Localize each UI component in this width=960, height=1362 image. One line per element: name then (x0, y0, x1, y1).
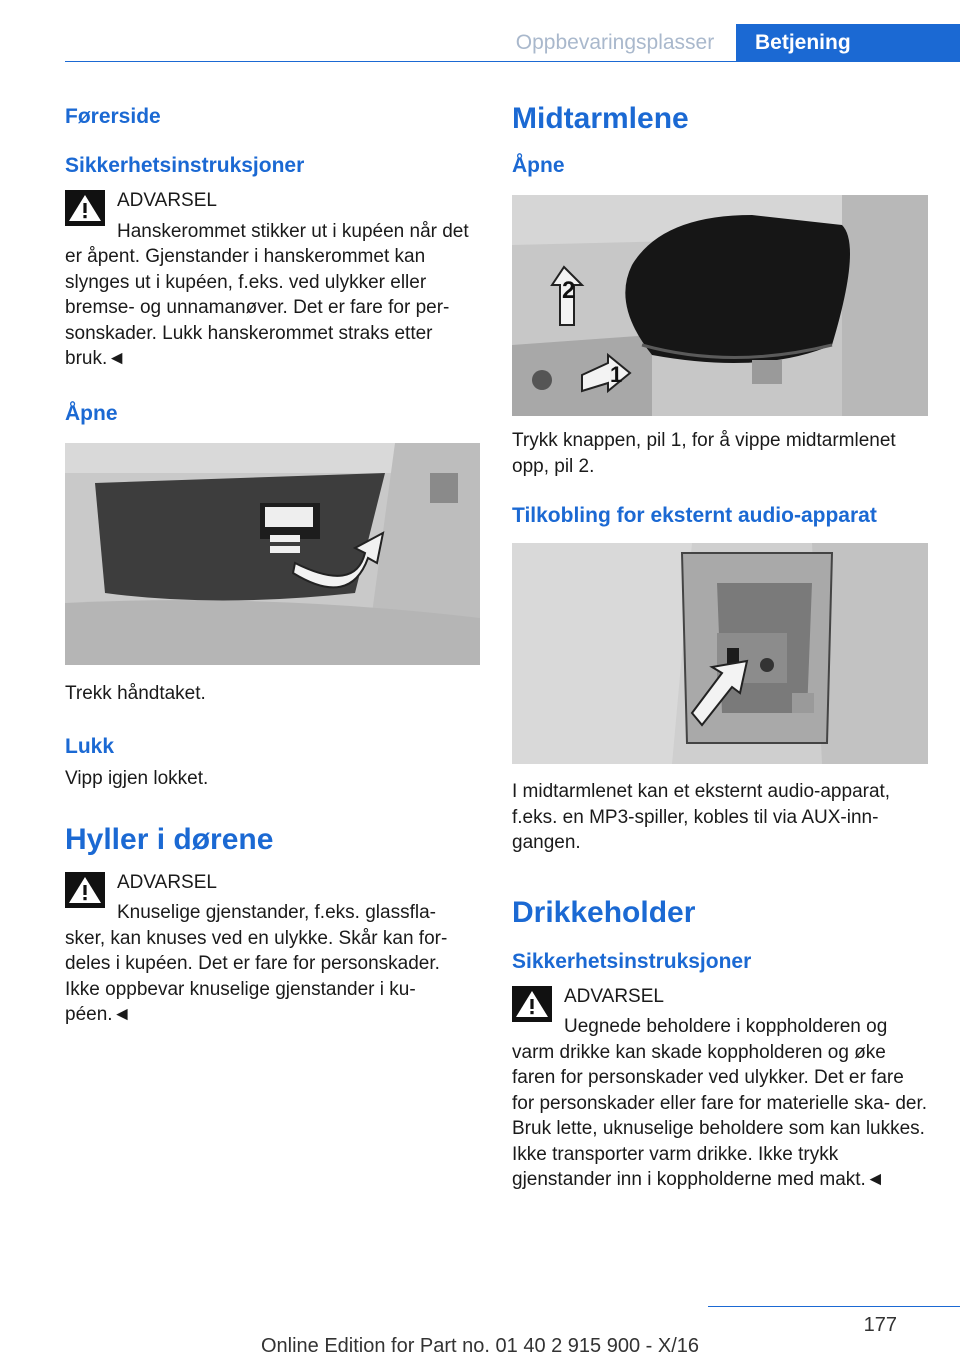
right-column (512, 95, 928, 1193)
header-rule (65, 61, 960, 62)
arrow-label-2: 2 (562, 277, 576, 304)
armrest-illustration (512, 195, 928, 416)
warning-triangle-icon (65, 190, 105, 226)
close-instruction: Vipp igjen lokket. (65, 768, 209, 789)
warning-box-shelves (65, 870, 480, 1028)
heading-open-armrest: Åpne (512, 154, 565, 177)
warning-title: ADVARSEL (564, 985, 664, 1007)
caption-pull-handle: Trekk håndtaket. (65, 682, 206, 704)
aux-input-illustration (512, 543, 928, 764)
footer-rule (708, 1306, 960, 1307)
heading-open-glovebox: Åpne (65, 401, 118, 425)
glovebox-illustration (65, 443, 480, 665)
warning-title: ADVARSEL (117, 190, 217, 211)
warning-title: ADVARSEL (117, 871, 217, 893)
heading-external-audio: Tilkobling for eksternt audio-apparat (512, 504, 877, 527)
heading-safety-instructions: Sikkerhetsinstruksjoner (65, 154, 305, 177)
audio-description: I midtarmlenet kan et eksternt audio-apparat, f.eks. en MP3-spiller, kobles til via AUX-inn- gangen. (512, 781, 891, 853)
warning-triangle-icon (65, 872, 105, 908)
warning-text: Knuselige gjenstander, f.eks. glassfla- sker, kan knuses ved en ulykke. Skår kan for- deles i kupéen. Det er fare for personskader. Ikke oppbevar knuselige gjenstander i ku- péen.◄ (65, 902, 448, 1025)
caption-armrest: Trykk knappen, pil 1, for å vippe midtarmlenet opp, pil 2. (512, 430, 896, 477)
heading-center-armrest: Midtarmlene (512, 102, 689, 135)
header-tab-betjening[interactable]: Betjening (736, 24, 960, 62)
warning-triangle-icon (512, 986, 552, 1022)
warning-text: Uegnede beholdere i koppholderen og varm drikke kan skade koppholderen og øke faren for personskader ved ulykker. Det er fare for personskader eller fare for materielle ska- der. Bruk lette, uknuselige beholdere som kan lukkes. Ikke transporter varm drikke. Ikke trykk gjenstander inn i koppholderne med makt.◄ (512, 1016, 928, 1190)
header-section-label: Oppbevaringsplasser (515, 31, 715, 54)
page-number: 177 (863, 1314, 897, 1336)
arrow-label-1: 1 (610, 362, 623, 387)
heading-forerside: Førerside (65, 105, 161, 128)
warning-text: Hanskerommet stikker ut i kupéen når det er åpent. Gjenstander i hanskerommet kan slynges ut i kupéen, f.eks. ved ulykker eller bremse- og unnamanøver. Det er fare for per- sonskader. Lukk hanskerommet straks etter bruk.◄ (65, 220, 469, 369)
footer-edition: Online Edition for Part no. 01 40 2 915 900 - X/16 (260, 1335, 700, 1357)
left-column (65, 95, 480, 1028)
warning-box-glovebox (65, 188, 480, 372)
heading-close: Lukk (65, 735, 115, 758)
heading-safety-instructions: Sikkerhetsinstruksjoner (512, 949, 752, 973)
heading-cup-holder: Drikkeholder (512, 895, 696, 929)
warning-box-cup-holder (512, 984, 928, 1193)
heading-door-shelves: Hyller i dørene (65, 822, 274, 856)
